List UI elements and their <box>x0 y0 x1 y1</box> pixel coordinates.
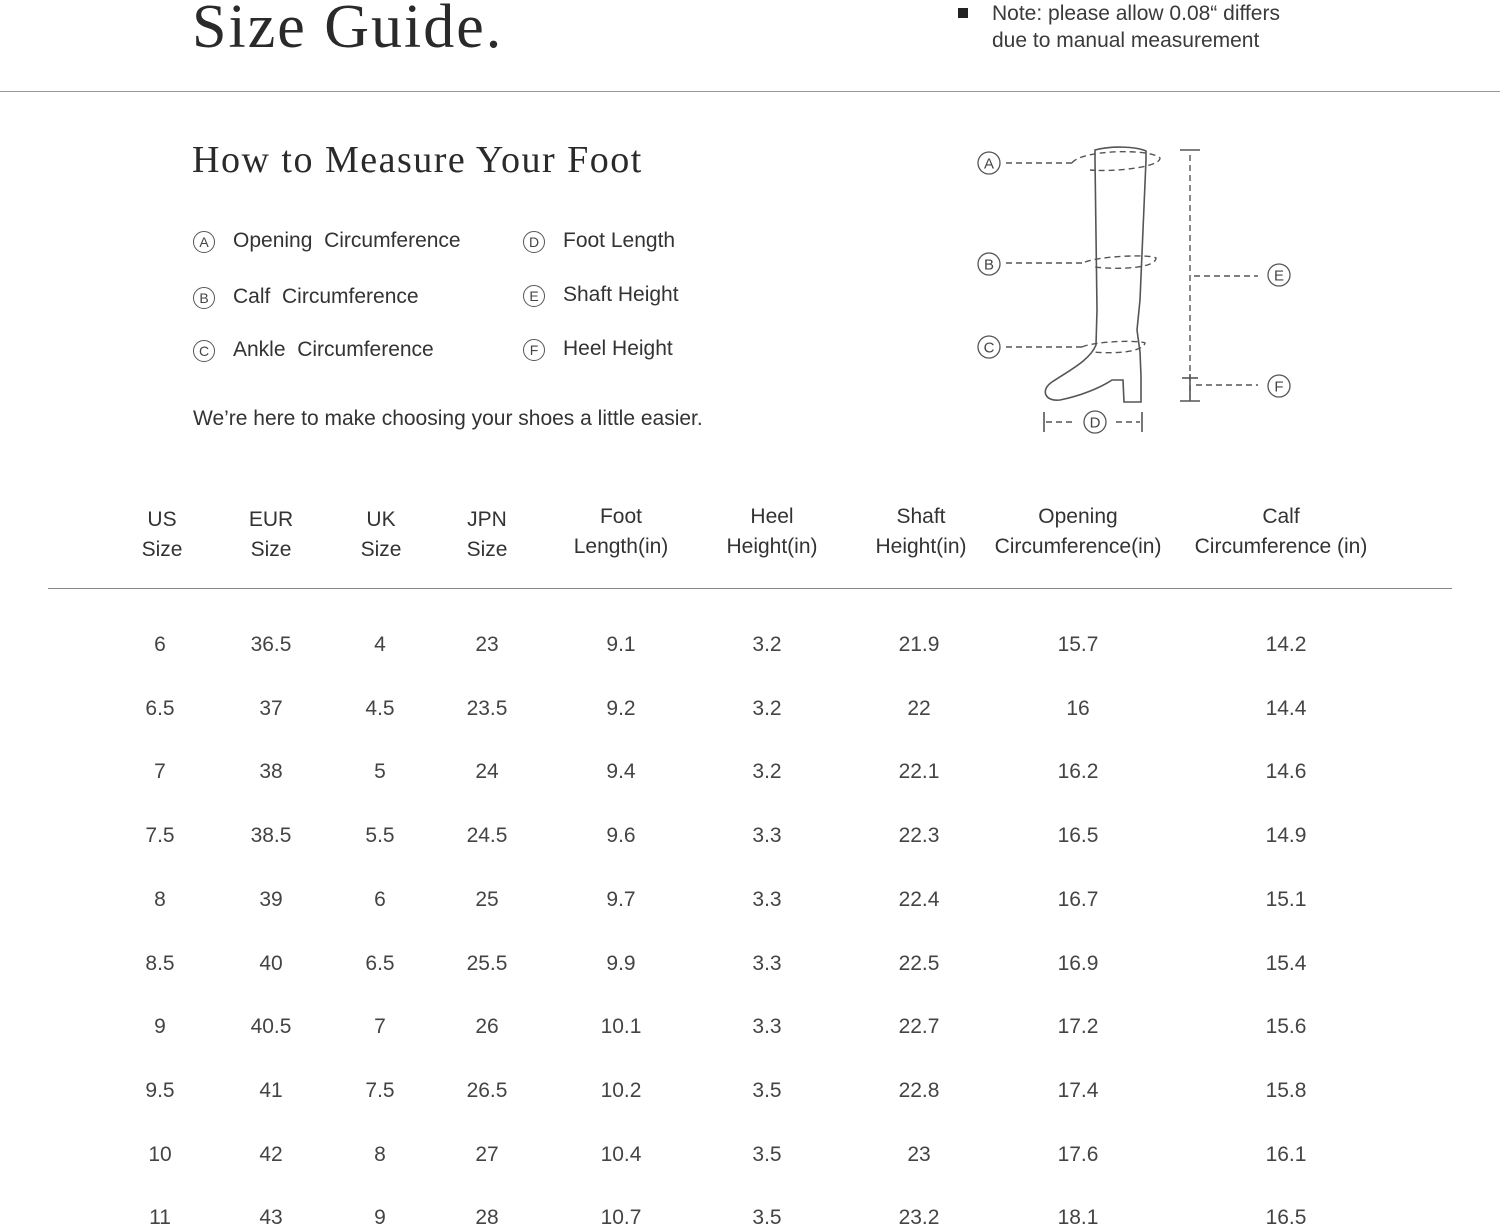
measure-section-title: How to Measure Your Foot <box>192 139 643 181</box>
table-cell: 40.5 <box>250 1015 292 1039</box>
table-cell: 22.5 <box>898 951 940 975</box>
boot-measurement-diagram <box>960 138 1300 438</box>
column-header: EUR Size <box>248 508 294 561</box>
boot-outline <box>1045 147 1146 402</box>
table-cell: 6 <box>154 633 166 656</box>
table-cell: 3.5 <box>752 1142 782 1166</box>
table-cell: 17.2 <box>1057 1015 1099 1039</box>
table-cell: 22.7 <box>898 1015 940 1039</box>
table-cell: 11 <box>149 1206 171 1230</box>
table-cell: 10.7 <box>600 1206 642 1230</box>
table-cell: 8.5 <box>145 951 175 975</box>
table-cell: 10.4 <box>600 1142 642 1166</box>
table-cell: 10.2 <box>600 1078 642 1102</box>
marker-b-letter: B <box>983 256 995 274</box>
table-cell: 25.5 <box>466 951 508 975</box>
table-cell: 28 <box>475 1206 499 1230</box>
table-cell: 16.5 <box>1057 824 1099 848</box>
table-cell: 16.5 <box>1265 1206 1307 1230</box>
table-cell: 17.4 <box>1057 1078 1099 1102</box>
measurement-note <box>958 0 1280 54</box>
column-header: UK Size <box>360 508 402 561</box>
curve-c <box>1082 341 1145 352</box>
table-cell: 16.1 <box>1265 1142 1307 1166</box>
table-cell: 43 <box>259 1206 283 1230</box>
column-header: JPN Size <box>466 508 508 561</box>
table-cell: 23 <box>475 633 499 656</box>
table-cell: 16.9 <box>1057 951 1099 975</box>
table-cell: 17.6 <box>1057 1142 1099 1166</box>
table-cell: 15.8 <box>1265 1078 1307 1102</box>
table-cell: 3.2 <box>752 696 782 720</box>
legend-letter-icon: B <box>193 287 215 309</box>
marker-c-letter: C <box>983 339 995 357</box>
column-header: Heel Height(in) <box>726 505 818 558</box>
square-bullet-icon <box>958 8 968 18</box>
table-cell: 23.2 <box>898 1206 940 1230</box>
table-cell: 26.5 <box>466 1078 508 1102</box>
table-cell: 40 <box>259 951 283 975</box>
table-cell: 41 <box>259 1078 283 1102</box>
table-cell: 23 <box>907 1142 931 1166</box>
table-cell: 10.1 <box>600 1015 642 1039</box>
legend-letter-icon: F <box>523 339 545 361</box>
table-cell: 8 <box>374 1142 386 1166</box>
table-cell: 21.9 <box>898 633 940 656</box>
table-cell: 15.1 <box>1265 887 1307 911</box>
column-header: Opening Circumference(in) <box>994 505 1162 558</box>
page-title: Size Guide. <box>192 0 504 61</box>
table-cell: 39 <box>259 887 283 911</box>
table-cell: 16.7 <box>1057 887 1099 911</box>
table-cell: 3.2 <box>752 633 782 656</box>
legend-label: Calf Circumference <box>233 285 419 308</box>
legend-label: Ankle Circumference <box>233 338 434 361</box>
table-cell: 3.3 <box>752 824 782 848</box>
column-header: US Size <box>141 508 183 561</box>
marker-e-letter: E <box>1273 267 1285 285</box>
legend-letter-icon: C <box>193 340 215 362</box>
table-cell: 6 <box>374 887 386 911</box>
table-cell: 38 <box>259 760 283 784</box>
table-cell: 16.2 <box>1057 760 1099 784</box>
table-cell: 14.6 <box>1265 760 1307 784</box>
table-cell: 23.5 <box>466 696 508 720</box>
table-cell: 22.8 <box>898 1078 940 1102</box>
table-cell: 25 <box>475 887 499 911</box>
marker-a-letter: A <box>983 155 995 173</box>
table-cell: 16 <box>1066 696 1090 720</box>
legend-letter-icon: A <box>193 231 215 253</box>
legend-label: Opening Circumference <box>233 229 461 252</box>
table-cell: 9.7 <box>606 887 636 911</box>
table-cell: 9.6 <box>606 824 636 848</box>
table-cell: 38.5 <box>250 824 292 848</box>
table-cell: 15.6 <box>1265 1015 1307 1039</box>
table-cell: 3.3 <box>752 951 782 975</box>
tagline: We’re here to make choosing your shoes a little easier. <box>193 407 703 430</box>
legend-letter-icon: D <box>523 231 545 253</box>
table-cell: 9.5 <box>145 1078 175 1102</box>
table-cell: 4 <box>374 633 386 656</box>
table-cell: 6.5 <box>145 696 175 720</box>
table-cell: 3.3 <box>752 887 782 911</box>
table-cell: 9.2 <box>606 696 636 720</box>
table-cell: 15.4 <box>1265 951 1307 975</box>
table-cell: 18.1 <box>1057 1206 1099 1230</box>
table-cell: 3.5 <box>752 1078 782 1102</box>
table-cell: 26 <box>475 1015 499 1039</box>
table-cell: 5.5 <box>365 824 395 848</box>
table-cell: 6.5 <box>365 951 395 975</box>
table-cell: 22.1 <box>898 760 940 784</box>
table-cell: 9 <box>374 1206 386 1230</box>
table-cell: 14.9 <box>1265 824 1307 848</box>
table-cell: 4.5 <box>365 696 395 720</box>
table-cell: 9.4 <box>606 760 636 784</box>
marker-f-letter: F <box>1274 378 1284 396</box>
table-cell: 14.2 <box>1265 633 1307 656</box>
table-cell: 15.7 <box>1057 633 1099 656</box>
table-cell: 22.4 <box>898 887 940 911</box>
table-cell: 3.2 <box>752 760 782 784</box>
table-cell: 7.5 <box>145 824 175 848</box>
table-cell: 7 <box>154 760 166 784</box>
table-cell: 22.3 <box>898 824 940 848</box>
table-cell: 27 <box>475 1142 499 1166</box>
table-cell: 9.1 <box>606 633 636 656</box>
column-header: Shaft Height(in) <box>875 505 967 558</box>
table-cell: 5 <box>374 760 386 784</box>
table-cell: 14.4 <box>1265 696 1307 720</box>
table-cell: 36.5 <box>250 633 292 656</box>
column-header: Calf Circumference (in) <box>1194 505 1368 558</box>
column-header: Foot Length(in) <box>573 505 669 558</box>
marker-d-letter: D <box>1089 414 1101 432</box>
table-cell: 10 <box>148 1142 172 1166</box>
table-cell: 9.9 <box>606 951 636 975</box>
table-cell: 22 <box>907 696 931 720</box>
table-cell: 7 <box>374 1015 386 1039</box>
legend-label: Heel Height <box>563 337 673 360</box>
legend-label: Foot Length <box>563 229 676 252</box>
note-text: Note: please allow 0.08“ differs due to manual measurement <box>992 2 1280 52</box>
table-cell: 7.5 <box>365 1078 395 1102</box>
table-cell: 3.5 <box>752 1206 782 1230</box>
table-cell: 9 <box>154 1015 166 1039</box>
table-cell: 8 <box>154 887 166 911</box>
legend-label: Shaft Height <box>563 283 679 306</box>
table-cell: 42 <box>259 1142 283 1166</box>
legend-letter-icon: E <box>523 285 545 307</box>
table-cell: 24.5 <box>466 824 508 848</box>
table-header-rule <box>48 588 1452 589</box>
table-cell: 37 <box>259 696 283 720</box>
table-cell: 24 <box>475 760 499 784</box>
header-divider <box>0 91 1500 92</box>
table-cell: 3.3 <box>752 1015 782 1039</box>
